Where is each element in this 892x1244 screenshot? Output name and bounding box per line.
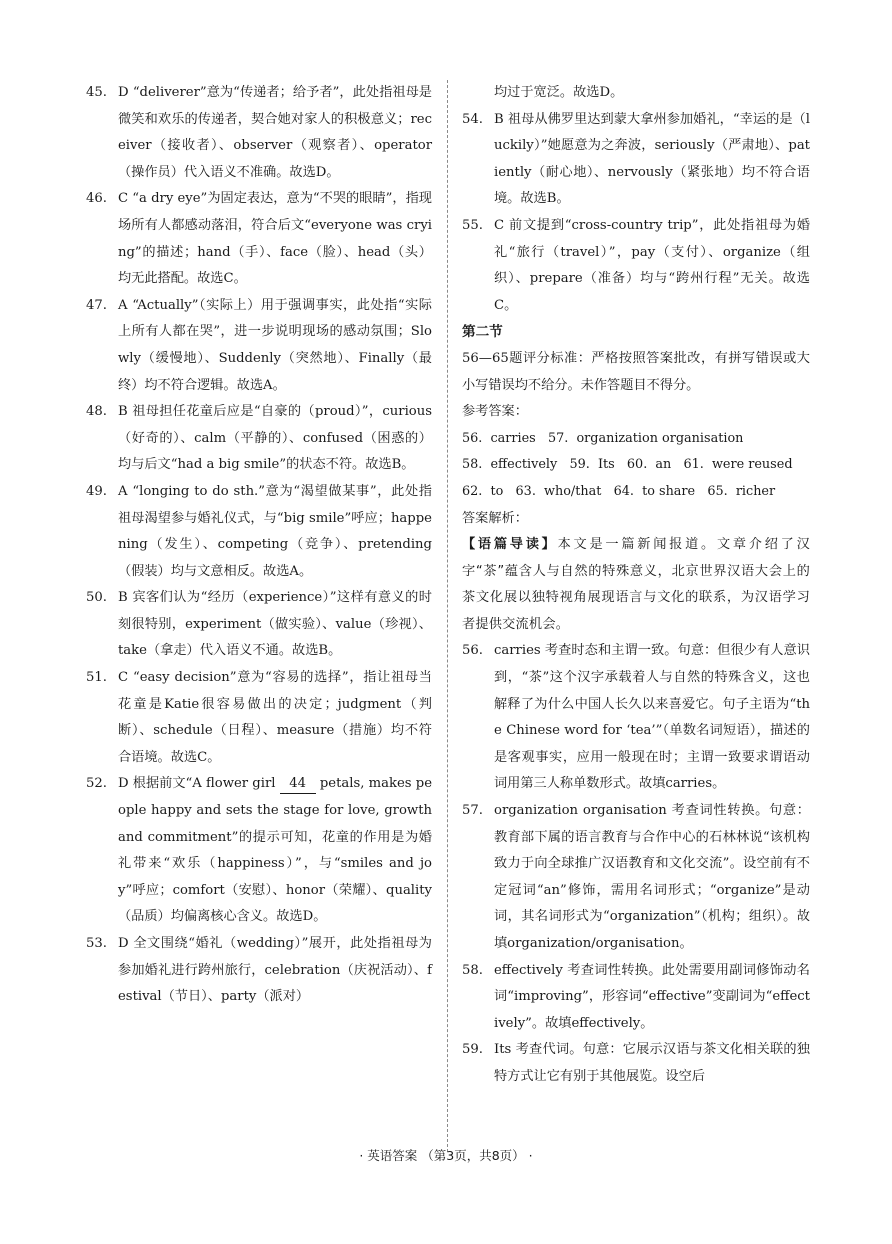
left-answer-list [86,80,432,771]
answer-item [86,585,432,665]
answer-item [462,798,810,958]
item-number: 47. [86,297,107,313]
answer-item [462,958,810,1038]
passage-guide-tag: 【语篇导读】 [462,537,558,553]
page-footer: · 英语答案 （第3页，共8页） · [359,1148,533,1163]
answer-item [86,399,432,479]
item-text: B 祖母担任花童后应是“自豪的（proud）”，curious（好奇的）、calm（平静的）、confused（困惑的）均与后文“had a big smile”的状态不符。故选B。 [118,404,432,473]
answer-item [86,186,432,292]
item-number: 46. [86,191,107,207]
item-text: A “Actually”（实际上）用于强调事实，此处指“实际上所有人都在哭”，进一步说明现场的感动氛围；Slowly（缓慢地）、Suddenly（突然地）、Finally（最终）均不符合逻辑。故选A。 [118,297,432,393]
item-text: carries 考查时态和主谓一致。句意：但很少有人意识到，“茶”这个汉字承载着人与自然的特殊含义，这也解释了为什么中国人长久以来喜爱它。句子主语为“the Chinese word for ‘tea’”（单数名词短语），描述的是客观事实，应用一般现在时；主谓一致要求谓语动词用第三人称单数形式。故填carries。 [494,643,810,792]
item-number: 54. [462,111,483,127]
item-number: 55. [462,217,483,233]
left-column [86,80,432,1011]
item52-blank: 44 [280,775,316,794]
answer-item-53 [86,931,432,1011]
answer-item [86,479,432,585]
item-text: C “a dry eye”为固定表达，意为“不哭的眼睛”，指现场所有人都感动落泪，符合后文“everyone was crying”的描述；hand（手）、face（脸）、head（头）均无此搭配。故选C。 [118,191,432,287]
item-text: C 前文提到“cross-country trip”，此处指祖母为婚礼“旅行（travel）”，pay（支付）、organize（组织）、prepare（准备）均与“跨州行程”无关。故选C。 [494,217,810,313]
item-number: 53. [86,936,107,951]
passage-guide [462,532,810,638]
item-number: 57. [462,803,483,819]
right-answer-list-top [462,107,810,320]
item52-text-after: petals, makes people happy and sets the stage for love, growth and commitment”的提示可知，花童的作用是为婚礼带来“欢乐（happiness）”，与“smiles and joy”呼应；comfort（安慰）、honor（荣耀）、quality（品质）均偏离核心含义。故选D。 [118,776,433,925]
item-text: organization organisation 考查词性转换。句意：教育部下属的语言教育与合作中心的石林林说“该机构致力于向全球推广汉语教育和文化交流”。设空前有不定冠词“an”修饰，需用名词形式；“organize”是动词，其名词形式为“organization”（机构；组织）。故填organization/organisation。 [494,803,810,951]
item-text: effectively 考查词性转换。此处需要用副词修饰动名词“improving”，形容词“effective”变副词为“effectively”。故填effectively。 [494,962,810,1031]
item-text: Its 考查代词。句意：它展示汉语与茶文化相关联的独特方式让它有别于其他展览。设空后 [494,1042,810,1084]
answer-item [86,80,432,186]
item-number: 58. [462,962,483,978]
reference-answers-label: 参考答案： [462,404,528,420]
item-number: 49. [86,483,107,499]
item-number: 59. [462,1042,483,1058]
item-number: 56. [462,643,483,659]
analysis-label: 答案解析： [462,510,528,526]
item-number: 51. [86,670,107,686]
item-text: B 祖母从佛罗里达到蒙大拿州参加婚礼，“幸运的是（luckily）”她愿意为之奔波，seriously（严肃地）、patiently（耐心地）、nervously（紧张地）均不符合语境。故选B。 [494,111,810,207]
answer-row: 56. carries 57. organization organisation [462,430,744,446]
item-number: 52. [86,776,107,792]
item-number: 50. [86,590,107,606]
answer-item [462,107,810,213]
item-text: C “easy decision”意为“容易的选择”，指让祖母当花童是Katie很容易做出的决定；judgment（判断）、schedule（日程）、measure（措施）均不符合语境。故选C。 [118,670,432,765]
column-divider [447,80,448,1152]
right-column [462,80,810,1091]
answer-row: 62. to 63. who/that 64. to share 65. richer [462,483,776,499]
section-heading: 第二节 [462,324,503,341]
passage-guide-text: 本文是一篇新闻报道。文章介绍了汉字“茶”蕴含人与自然的特殊意义，北京世界汉语大会上的茶文化展以独特视角展现语言与文化的联系，为汉语学习者提供交流机会。 [462,537,810,632]
answer-item [86,665,432,771]
item-text: D “deliverer”意为“传递者；给予者”，此处指祖母是微笑和欢乐的传递者，契合她对家人的积极意义；receiver（接收者）、observer（观察者）、operator（操作员）代入语义不准确。故选D。 [118,85,432,180]
item-number: 48. [86,404,107,420]
scoring-criteria: 56—65题评分标准：严格按照答案批改，有拼写错误或大小写错误均不给分。未作答题目不得分。 [462,350,810,393]
item-text-continued: 均过于宽泛。故选D。 [494,85,624,100]
item-text: A “longing to do sth.”意为“渴望做某事”，此处指祖母渴望参与婚礼仪式，与“big smile”呼应；happening（发生）、competing（竞争）、pretending（假装）均与文意相反。故选A。 [118,483,432,579]
answer-item [462,213,810,319]
answer-item [86,293,432,399]
item-number: 45. [86,85,107,100]
item52-text-before: D 根据前文“A flower girl [118,776,280,792]
right-answer-list-bottom [462,638,810,1090]
item-text: D 全文围绕“婚礼（wedding）”展开，此处指祖母为参加婚礼进行跨州旅行，celebration（庆祝活动）、festival（节日）、party（派对） [118,936,432,1005]
item-text [86,771,432,931]
answer-item-52 [86,771,432,931]
item-text: B 宾客们认为“经历（experience）”这样有意义的时刻很特别，experiment（做实验）、value（珍视）、take（拿走）代入语义不通。故选B。 [118,590,432,659]
answer-item [462,1037,810,1090]
answer-item [462,638,810,798]
answer-item-53-continued [462,80,810,107]
answer-row: 58. effectively 59. Its 60. an 61. were reused [462,457,793,473]
